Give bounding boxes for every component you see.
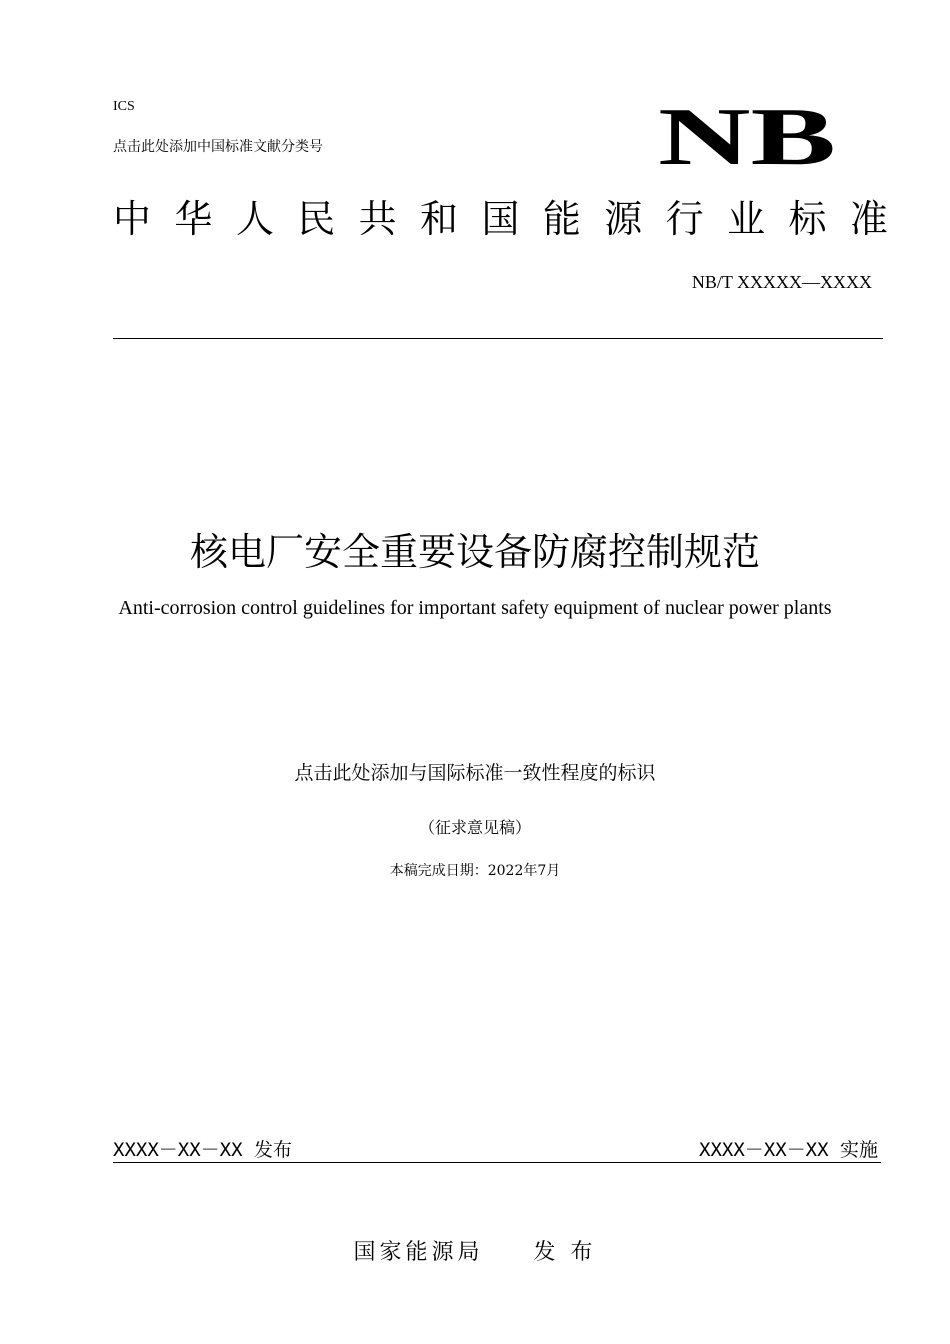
industry-title-char: 人 bbox=[235, 197, 274, 241]
issuer-name: 国家能源局 bbox=[353, 1240, 484, 1265]
industry-title-char: 准 bbox=[849, 197, 888, 241]
industry-title-char: 能 bbox=[542, 197, 581, 241]
release-date: XXXX－XX－XX 发布 bbox=[113, 1139, 292, 1161]
standard-number: NB/T XXXXX—XXXX bbox=[691, 272, 872, 292]
header-divider bbox=[113, 338, 883, 339]
industry-title-char: 行 bbox=[665, 197, 704, 241]
consistency-placeholder[interactable]: 点击此处添加与国际标准一致性程度的标识 bbox=[294, 762, 656, 784]
footer-divider bbox=[113, 1162, 881, 1163]
industry-title-char: 中 bbox=[113, 197, 152, 241]
industry-title-char: 标 bbox=[788, 197, 827, 241]
ics-label: ICS bbox=[113, 99, 135, 114]
classification-placeholder[interactable]: 点击此处添加中国标准文献分类号 bbox=[113, 139, 323, 155]
industry-title-char: 民 bbox=[297, 197, 336, 241]
industry-title-char: 华 bbox=[174, 197, 213, 241]
industry-title-char: 源 bbox=[604, 197, 643, 241]
document-title-en: Anti-corrosion control guidelines for important safety equipment of nuclear power plants bbox=[118, 597, 832, 619]
nb-logo bbox=[655, 88, 840, 183]
nb-logo-text: NB bbox=[658, 91, 836, 182]
industry-standard-title bbox=[113, 193, 888, 245]
issuer-block bbox=[0, 1235, 950, 1266]
issuer-action: 发 布 bbox=[533, 1240, 597, 1265]
industry-title-char: 共 bbox=[358, 197, 397, 241]
industry-title-char: 和 bbox=[420, 197, 459, 241]
completion-date: 本稿完成日期：2022年7月 bbox=[389, 863, 561, 879]
document-title-cn: 核电厂安全重要设备防腐控制规范 bbox=[189, 530, 760, 574]
implementation-date: XXXX－XX－XX 实施 bbox=[699, 1139, 878, 1161]
industry-title-char: 国 bbox=[481, 197, 520, 241]
draft-label: （征求意见稿） bbox=[418, 818, 531, 837]
industry-title-char: 业 bbox=[727, 197, 766, 241]
